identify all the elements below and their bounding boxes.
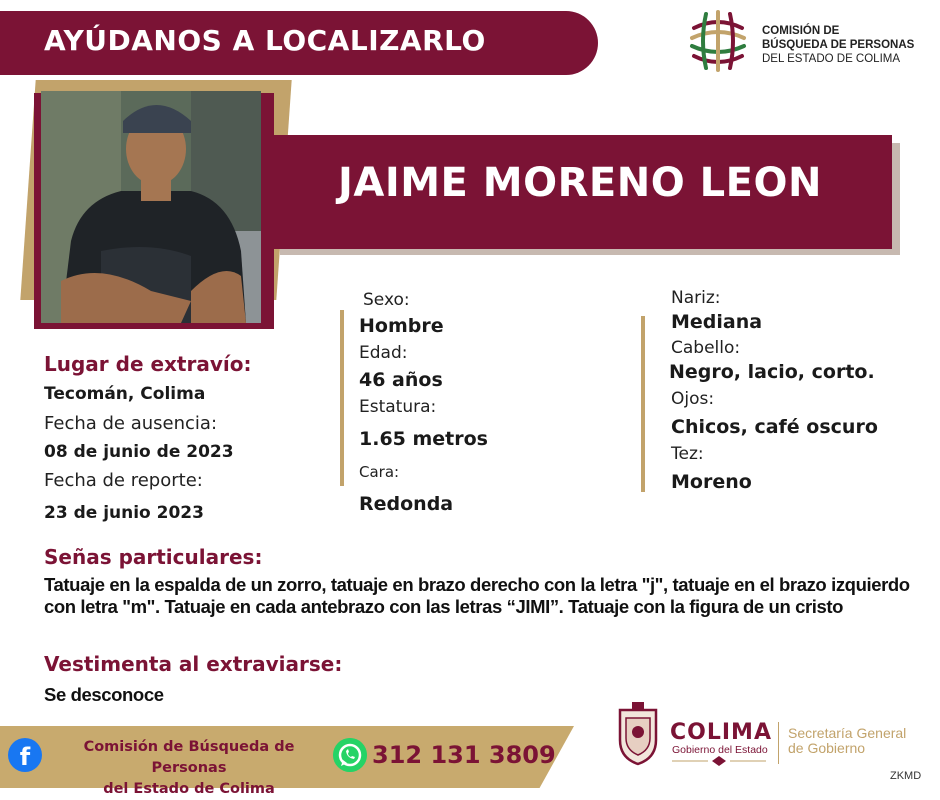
footer-org-line2: del Estado de Colima <box>103 781 275 797</box>
whatsapp-icon[interactable] <box>333 738 367 772</box>
facebook-f-glyph: f <box>19 743 31 771</box>
ojos-value: Chicos, café oscuro <box>671 416 878 438</box>
nariz-label: Nariz: <box>671 288 721 308</box>
colima-wordmark: COLIMA <box>670 720 772 745</box>
cabello-value: Negro, lacio, corto. <box>669 361 875 383</box>
phone-number[interactable]: 312 131 3809 <box>372 741 556 769</box>
gov-line2: de Gobierno <box>788 740 866 756</box>
estatura-label: Estatura: <box>359 397 437 417</box>
gov-divider <box>778 722 779 764</box>
reporte-value: 23 de junio 2023 <box>44 503 204 523</box>
gov-line1: Secretaría General <box>788 725 907 741</box>
cbp-colima-logo-icon <box>684 8 752 74</box>
edad-value: 46 años <box>359 369 443 391</box>
org-name <box>762 24 914 66</box>
person-photo-icon <box>41 91 261 323</box>
ausencia-value: 08 de junio de 2023 <box>44 442 234 462</box>
missing-person-photo <box>41 91 261 323</box>
vestimenta-text: Se desconoce <box>44 684 164 705</box>
colima-ornament-icon <box>672 756 766 766</box>
nariz-value: Mediana <box>671 311 763 333</box>
cara-label: Cara: <box>359 463 400 481</box>
ausencia-label: Fecha de ausencia: <box>44 413 218 434</box>
tez-label: Tez: <box>671 444 704 464</box>
details-left-divider <box>340 310 344 486</box>
poster-code: ZKMD <box>890 770 922 782</box>
banner-title: AYÚDANOS A LOCALIZARLO <box>44 24 486 57</box>
lugar-place: Tecomán, Colima <box>44 384 206 404</box>
footer-org-line1: Comisión de Búsqueda de Personas <box>83 739 295 776</box>
colima-crest-icon <box>612 700 664 766</box>
footer-org <box>44 737 334 800</box>
org-name-line2: BÚSQUEDA DE PERSONAS <box>762 39 915 51</box>
reporte-label: Fecha de reporte: <box>44 470 203 491</box>
colima-subtitle: Gobierno del Estado <box>672 744 768 756</box>
cabello-label: Cabello: <box>671 338 741 358</box>
cara-value: Redonda <box>359 493 454 515</box>
gov-secretaria <box>788 726 906 756</box>
sexo-value: Hombre <box>359 315 444 337</box>
tez-value: Moreno <box>671 471 752 493</box>
vestimenta-header: Vestimenta al extraviarse: <box>44 652 343 676</box>
edad-label: Edad: <box>359 343 408 363</box>
org-name-line1: COMISIÓN DE <box>762 25 840 37</box>
person-name: JAIME MORENO LEON <box>338 160 822 206</box>
senas-text: Tatuaje en la espalda de un zorro, tatuaje en brazo derecho con la letra "j", tatuaje en el brazo izquierdo con letra "m". Tatuaje en cada antebrazo con las letras “JIMI”. Tatuaje con la figura de un cristo <box>44 574 910 617</box>
lugar-header: Lugar de extravío: <box>44 352 252 376</box>
estatura-value: 1.65 metros <box>359 428 488 450</box>
org-name-line3: DEL ESTADO DE COLIMA <box>762 53 901 65</box>
details-right-divider <box>641 316 645 492</box>
sexo-label: Sexo: <box>363 290 410 310</box>
senas-header: Señas particulares: <box>44 545 263 569</box>
ojos-label: Ojos: <box>671 389 715 409</box>
